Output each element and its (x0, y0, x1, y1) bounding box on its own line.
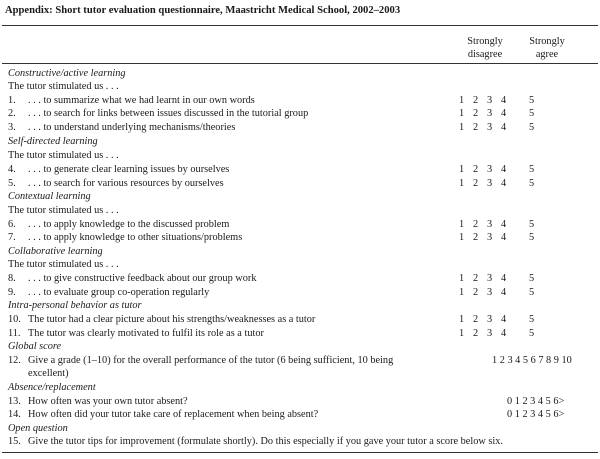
item-row (0, 219, 600, 231)
scale-value-5: 5 (529, 122, 535, 133)
item-number: 15. (8, 436, 21, 447)
section-heading (0, 246, 600, 258)
scale-value-3: 3 (487, 314, 493, 325)
item-number: 10. (8, 314, 21, 325)
scale-value-5: 5 (529, 178, 535, 189)
item-text: Self-directed learning (8, 136, 98, 147)
scale-value-5: 5 (529, 328, 535, 339)
document-title: Appendix: Short tutor evaluation questionnaire, Maastricht Medical School, 2002–2003 (5, 5, 401, 16)
item-text: The tutor stimulated us . . . (8, 259, 119, 270)
scale-value-3: 3 (487, 273, 493, 284)
scale-value-1: 1 (459, 287, 465, 298)
item-row (0, 314, 600, 326)
item-row (0, 122, 600, 134)
item-row (0, 287, 600, 299)
item-number: 2. (8, 108, 16, 119)
scale-value-2: 2 (473, 178, 479, 189)
scale-value-2: 2 (473, 164, 479, 175)
item-row (0, 436, 600, 448)
item-text: The tutor was clearly motivated to fulfil its role as a tutor (28, 328, 264, 339)
item-number: 12. (8, 355, 21, 366)
item-text: . . . to understand underlying mechanisms/theories (28, 122, 236, 133)
item-text: . . . to summarize what we had learnt in our own words (28, 95, 255, 106)
item-text: excellent) (28, 368, 69, 379)
item-text: Collaborative learning (8, 246, 103, 257)
item-number: 7. (8, 232, 16, 243)
scale-value-4: 4 (501, 178, 507, 189)
scale-value-2: 2 (473, 95, 479, 106)
scale-value-2: 2 (473, 328, 479, 339)
item-row (0, 328, 600, 340)
scale-value-4: 4 (501, 108, 507, 119)
item-text: The tutor stimulated us . . . (8, 205, 119, 216)
scale-value-4: 4 (501, 122, 507, 133)
bottom-rule (2, 452, 598, 453)
scale-value-4: 4 (501, 164, 507, 175)
scale-value-1: 1 (459, 178, 465, 189)
scale-value-5: 5 (529, 164, 535, 175)
item-row (0, 355, 600, 367)
scale-value-4: 4 (501, 232, 507, 243)
item-row-continued (0, 368, 600, 380)
item-number: 4. (8, 164, 16, 175)
absence-scale: 0 1 2 3 4 5 6> (507, 396, 565, 407)
scale-value-3: 3 (487, 219, 493, 230)
item-text: . . . to search for links between issues discussed in the tutorial group (28, 108, 309, 119)
stimulated-line (0, 150, 600, 162)
item-text: Contextual learning (8, 191, 91, 202)
scale-value-1: 1 (459, 95, 465, 106)
scale-value-3: 3 (487, 287, 493, 298)
absence-scale: 0 1 2 3 4 5 6> (507, 409, 565, 420)
item-row (0, 178, 600, 190)
scale-value-3: 3 (487, 95, 493, 106)
scale-value-3: 3 (487, 232, 493, 243)
item-number: 8. (8, 273, 16, 284)
item-text: Intra-personal behavior as tutor (8, 300, 142, 311)
scale-value-5: 5 (529, 219, 535, 230)
item-number: 9. (8, 287, 16, 298)
scale-value-3: 3 (487, 178, 493, 189)
scale-value-3: 3 (487, 108, 493, 119)
scale-value-5: 5 (529, 108, 535, 119)
scale-value-5: 5 (529, 95, 535, 106)
scale-value-2: 2 (473, 232, 479, 243)
item-number: 5. (8, 178, 16, 189)
item-text: . . . to search for various resources by ourselves (28, 178, 224, 189)
header-strongly-agree: Strongly agree (529, 36, 565, 60)
item-text: The tutor had a clear picture about his strengths/weaknesses as a tutor (28, 314, 316, 325)
item-text: Give a grade (1–10) for the overall performance of the tutor (6 being sufficient, 10 being (28, 355, 394, 366)
scale-value-1: 1 (459, 219, 465, 230)
item-text: The tutor stimulated us . . . (8, 150, 119, 161)
section-heading (0, 341, 600, 353)
grade-scale: 1 2 3 4 5 6 7 8 9 10 (492, 355, 572, 366)
item-text: How often did your tutor take care of replacement when being absent? (28, 409, 319, 420)
item-text: . . . to generate clear learning issues by ourselves (28, 164, 230, 175)
item-row (0, 232, 600, 244)
scale-value-4: 4 (501, 95, 507, 106)
item-row (0, 273, 600, 285)
scale-value-1: 1 (459, 328, 465, 339)
scale-value-1: 1 (459, 164, 465, 175)
scale-value-2: 2 (473, 122, 479, 133)
section-heading (0, 68, 600, 80)
item-row (0, 95, 600, 107)
scale-value-4: 4 (501, 314, 507, 325)
item-row (0, 108, 600, 120)
scale-value-2: 2 (473, 287, 479, 298)
item-text: Give the tutor tips for improvement (formulate shortly). Do this especially if you gave your tutor a score below six. (28, 436, 503, 447)
item-text: . . . to apply knowledge to other situations/problems (28, 232, 243, 243)
scale-value-5: 5 (529, 314, 535, 325)
item-number: 11. (8, 328, 21, 339)
scale-value-3: 3 (487, 122, 493, 133)
scale-value-1: 1 (459, 273, 465, 284)
item-number: 6. (8, 219, 16, 230)
header-strongly-disagree: Strongly disagree (467, 36, 503, 60)
item-number: 14. (8, 409, 21, 420)
item-text: . . . to give constructive feedback about our group work (28, 273, 257, 284)
scale-value-3: 3 (487, 328, 493, 339)
item-row (0, 396, 600, 408)
scale-value-5: 5 (529, 232, 535, 243)
item-text: . . . to evaluate group co-operation regularly (28, 287, 210, 298)
section-heading (0, 191, 600, 203)
scale-value-5: 5 (529, 273, 535, 284)
item-text: How often was your own tutor absent? (28, 396, 188, 407)
stimulated-line (0, 81, 600, 93)
stimulated-line (0, 205, 600, 217)
scale-value-1: 1 (459, 122, 465, 133)
item-row (0, 409, 600, 421)
scale-value-5: 5 (529, 287, 535, 298)
item-text: The tutor stimulated us . . . (8, 81, 119, 92)
scale-value-1: 1 (459, 108, 465, 119)
item-text: . . . to apply knowledge to the discussed problem (28, 219, 230, 230)
item-row (0, 164, 600, 176)
top-rule (2, 25, 598, 26)
scale-value-4: 4 (501, 273, 507, 284)
header-rule (2, 63, 598, 64)
section-heading (0, 136, 600, 148)
item-text: Constructive/active learning (8, 68, 126, 79)
item-text: Global score (8, 341, 62, 352)
scale-value-4: 4 (501, 328, 507, 339)
scale-value-1: 1 (459, 232, 465, 243)
scale-value-1: 1 (459, 314, 465, 325)
item-text: Absence/replacement (8, 382, 96, 393)
scale-value-4: 4 (501, 219, 507, 230)
scale-value-2: 2 (473, 108, 479, 119)
item-number: 3. (8, 122, 16, 133)
scale-value-4: 4 (501, 287, 507, 298)
item-number: 13. (8, 396, 21, 407)
item-number: 1. (8, 95, 16, 106)
scale-value-2: 2 (473, 219, 479, 230)
scale-value-2: 2 (473, 314, 479, 325)
scale-value-3: 3 (487, 164, 493, 175)
stimulated-line (0, 259, 600, 271)
section-heading (0, 300, 600, 312)
section-heading (0, 382, 600, 394)
scale-value-2: 2 (473, 273, 479, 284)
section-heading (0, 423, 600, 435)
item-text: Open question (8, 423, 68, 434)
